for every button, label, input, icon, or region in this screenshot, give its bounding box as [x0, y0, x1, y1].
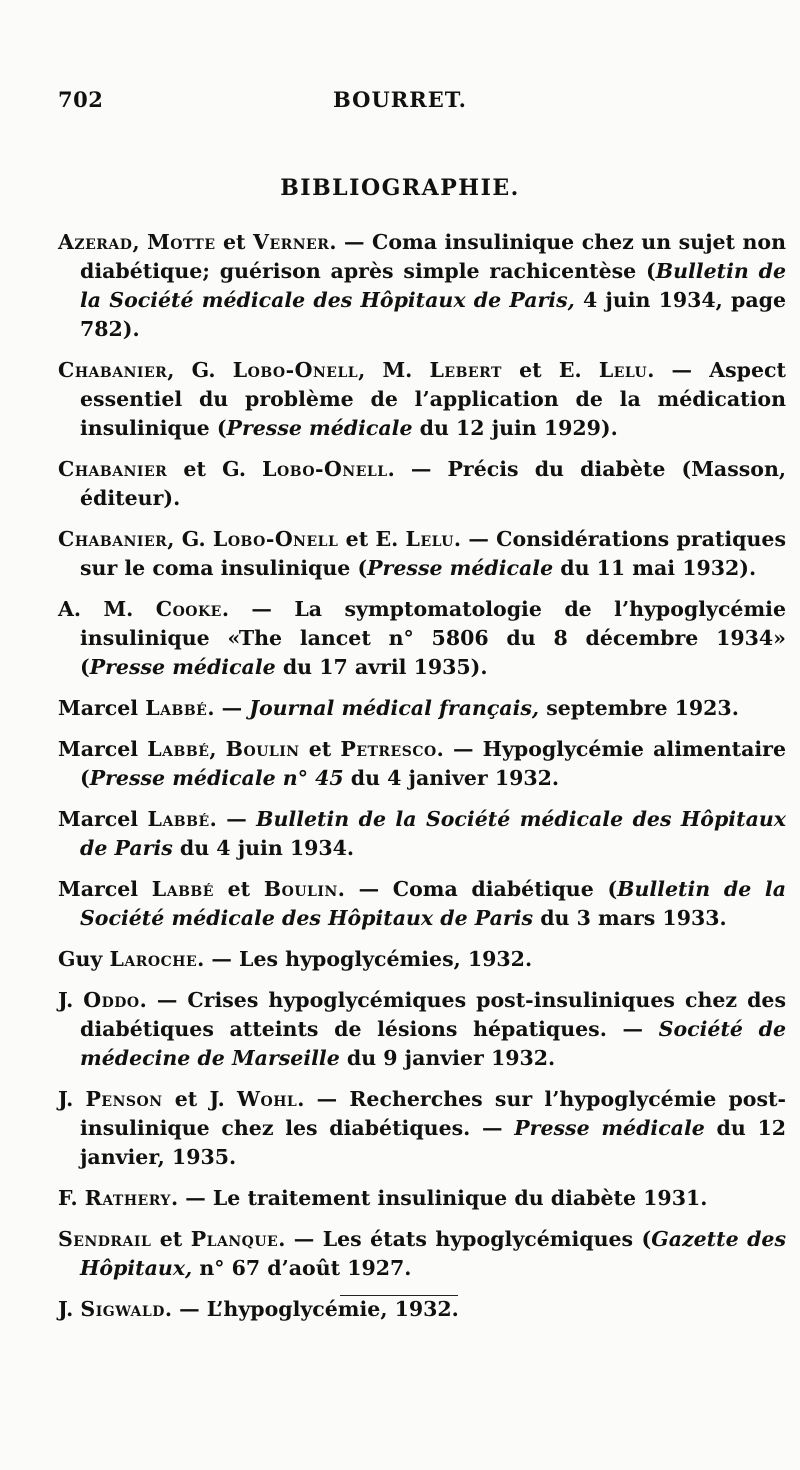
publication-title: Bulletin de la Société médicale des Hôpitaux de Paris	[80, 807, 786, 860]
publication-title: Journal médical français,	[249, 696, 540, 720]
entry-text: ,	[132, 230, 148, 254]
author-name: Sigwald	[80, 1297, 165, 1321]
author-name: Penson	[85, 1087, 163, 1111]
bibliography-entry	[58, 228, 786, 344]
entry-text: du 11 mai 1932).	[553, 556, 757, 580]
entry-text: du 9 janvier 1932.	[339, 1046, 556, 1070]
running-head: BOURRET.	[333, 87, 467, 112]
entry-text: . — Crises hypoglycémiques post-insuliniques chez des diabétiques atteints de lésions hépatiques. —	[80, 988, 786, 1041]
bibliography-entry	[58, 525, 786, 583]
author-name: Lobo-Onell	[212, 527, 339, 551]
entry-text: , G.	[167, 358, 233, 382]
author-name: Labbé	[147, 737, 210, 761]
entry-text: Marcel	[58, 877, 152, 901]
entry-text: et	[215, 230, 254, 254]
entry-text: , G.	[167, 527, 213, 551]
author-name: Labbé	[145, 696, 208, 720]
bibliography-entry	[58, 945, 786, 974]
entry-text: J.	[58, 1087, 86, 1111]
entry-text: et E.	[501, 358, 599, 382]
entry-text: du 12 janvier, 1935.	[80, 1116, 787, 1169]
entry-text: . — Hypoglycémie alimentaire (	[80, 737, 787, 790]
entry-text: A. M.	[58, 597, 156, 621]
entry-text: . — La symptomatologie de l’hypoglycémie insulinique «The lancet n° 5806 du 8 décembre 1934» (	[80, 597, 786, 679]
entry-text: du 17 avril 1935).	[275, 655, 488, 679]
entry-text: 4 juin 1934, page 782).	[80, 288, 786, 341]
bibliography-entry	[58, 875, 786, 933]
entry-text: et	[213, 877, 264, 901]
entry-text: . — Précis du diabète (Masson, éditeur).	[80, 457, 786, 510]
bibliography-entry	[58, 356, 786, 443]
entry-text: et	[151, 1227, 191, 1251]
author-name: Motte	[147, 230, 216, 254]
author-name: Cooke	[155, 597, 222, 621]
entry-text: Marcel	[58, 737, 148, 761]
entry-text: . — Coma insulinique chez un sujet non diabétique; guérison après simple rachicentèse (	[80, 230, 786, 283]
author-name: Planque	[190, 1227, 279, 1251]
section-title: BIBLIOGRAPHIE.	[280, 175, 520, 201]
bibliography-entry	[58, 1295, 786, 1324]
entry-text: du 12 juin 1929).	[412, 416, 618, 440]
publication-title: Bulletin de la Société médicale des Hôpitaux de Paris,	[80, 259, 786, 312]
entry-text: . — Considérations pratiques sur le coma insulinique (	[80, 527, 787, 580]
entry-text: ,	[209, 737, 226, 761]
entry-text: Marcel	[58, 696, 146, 720]
entry-text: septembre 1923.	[539, 696, 739, 720]
author-name: Oddo	[83, 988, 140, 1012]
entry-text: . — Les états hypoglycémiques (	[278, 1227, 652, 1251]
author-name: Sendrail	[58, 1227, 152, 1251]
author-name: Chabanier	[58, 358, 168, 382]
entry-text: Guy	[58, 947, 110, 971]
entry-text: n° 67 d’août 1927.	[192, 1256, 412, 1280]
publication-title: Presse médicale	[89, 655, 276, 679]
entry-text: Marcel	[58, 807, 148, 831]
end-rule	[340, 1295, 458, 1296]
bibliography-entry	[58, 735, 786, 793]
author-name: Rathery	[84, 1186, 171, 1210]
bibliography-entry	[58, 1184, 786, 1213]
author-name: Labbé	[151, 877, 214, 901]
author-name: Boulin	[225, 737, 300, 761]
author-name: Chabanier	[58, 457, 168, 481]
publication-title: Presse médicale	[367, 556, 554, 580]
author-name: Boulin	[263, 877, 338, 901]
publication-title: Bulletin de la Société médicale des Hôpitaux de Paris	[80, 877, 787, 930]
entry-text: . — Le traitement insulinique du diabète 1931.	[170, 1186, 708, 1210]
author-name: Chabanier	[58, 527, 168, 551]
bibliography-entry	[58, 694, 786, 723]
entry-text: J.	[58, 988, 84, 1012]
entry-text: du 4 juin 1934.	[172, 836, 355, 860]
entry-text: . — Les hypoglycémies, 1932.	[197, 947, 533, 971]
author-name: Lobo-Onell	[232, 358, 359, 382]
bibliography-entry	[58, 805, 786, 863]
bibliography-entry	[58, 986, 786, 1073]
entry-text: du 4 janiver 1932.	[343, 766, 560, 790]
bibliography-entry	[58, 595, 786, 682]
author-name: Lobo-Onell	[262, 457, 388, 481]
publication-title: Presse médicale	[226, 416, 413, 440]
entry-text: . — L’hypoglycémie, 1932.	[164, 1297, 459, 1321]
page-number: 702	[58, 87, 104, 112]
publication-title: Presse médicale	[514, 1116, 705, 1140]
entry-text: . — Coma diabétique (	[337, 877, 618, 901]
author-name: Laroche	[109, 947, 198, 971]
bibliography-list	[58, 228, 786, 1336]
bibliography-entry	[58, 1085, 786, 1172]
author-name: Azerad	[58, 230, 133, 254]
entry-text: J.	[58, 1297, 81, 1321]
entry-text: F.	[58, 1186, 85, 1210]
author-name: Wohl	[236, 1087, 298, 1111]
author-name: Lelu	[598, 358, 648, 382]
entry-text: , M.	[358, 358, 430, 382]
author-name: Labbé	[147, 807, 210, 831]
publication-title: Société de médecine de Marseille	[80, 1017, 786, 1070]
publication-title: Presse médicale n° 45	[89, 766, 344, 790]
entry-text: et J.	[162, 1087, 237, 1111]
entry-text: . — Aspect essentiel du problème de l’application de la médication insulinique (	[80, 358, 787, 440]
entry-text: et G.	[167, 457, 263, 481]
author-name: Lebert	[429, 358, 502, 382]
bibliography-entry	[58, 1225, 786, 1283]
entry-text: . —	[207, 696, 250, 720]
entry-text: du 3 mars 1933.	[533, 906, 727, 930]
publication-title: Gazette des Hôpitaux,	[80, 1227, 786, 1280]
entry-text: et	[299, 737, 341, 761]
entry-text: . —	[209, 807, 257, 831]
author-name: Petresco	[340, 737, 437, 761]
entry-text: . — Recherches sur l’hypoglycémie post-insulinique chez les diabétiques. —	[80, 1087, 787, 1140]
author-name: Verner	[253, 230, 330, 254]
bibliography-entry	[58, 455, 786, 513]
entry-text: et E.	[338, 527, 406, 551]
author-name: Lelu	[405, 527, 454, 551]
